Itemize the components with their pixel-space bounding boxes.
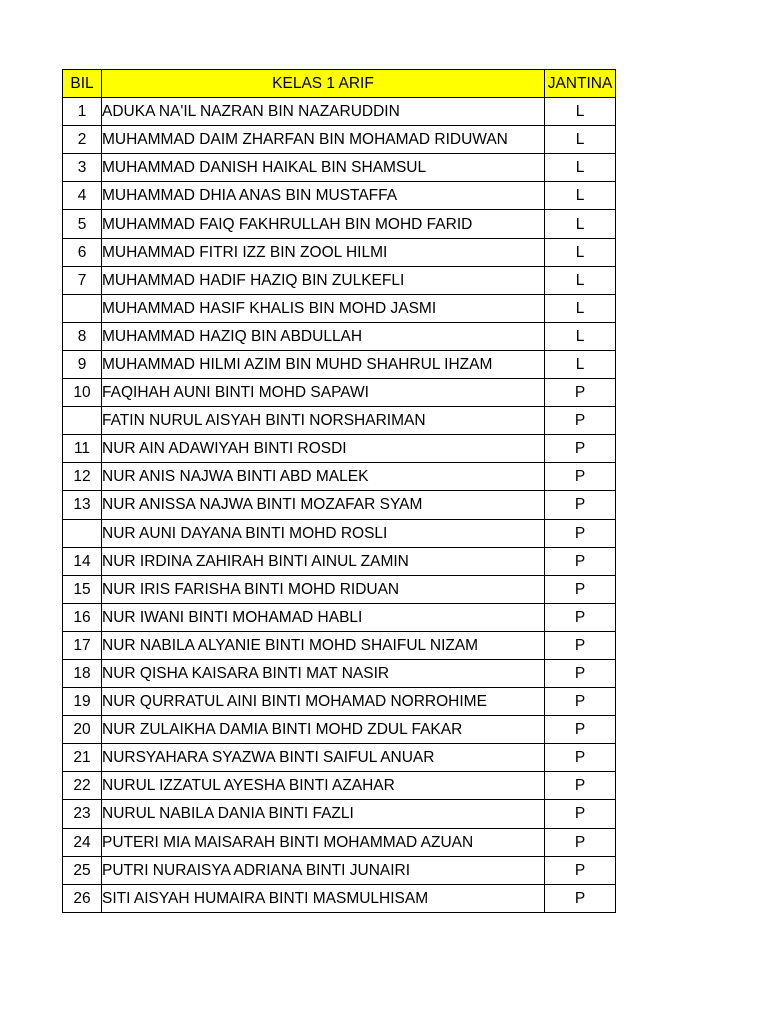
gender-cell: P	[545, 603, 616, 631]
header-jantina: JANTINA	[545, 70, 616, 98]
gender-cell: L	[545, 210, 616, 238]
student-name-cell: MUHAMMAD FITRI IZZ BIN ZOOL HILMI	[102, 238, 545, 266]
gender-cell: P	[545, 435, 616, 463]
row-number-cell	[63, 519, 102, 547]
row-number-cell: 10	[63, 379, 102, 407]
table-body	[63, 98, 616, 913]
table-row	[63, 322, 616, 350]
gender-cell: P	[545, 716, 616, 744]
student-name-cell: NUR IRDINA ZAHIRAH BINTI AINUL ZAMIN	[102, 547, 545, 575]
class-list-table	[62, 69, 616, 913]
table-row	[63, 407, 616, 435]
table-row	[63, 379, 616, 407]
table-row	[63, 828, 616, 856]
student-name-cell: NURUL NABILA DANIA BINTI FAZLI	[102, 800, 545, 828]
student-name-cell: NUR QISHA KAISARA BINTI MAT NASIR	[102, 659, 545, 687]
table-row	[63, 350, 616, 378]
row-number-cell: 5	[63, 210, 102, 238]
student-name-cell: FAQIHAH AUNI BINTI MOHD SAPAWI	[102, 379, 545, 407]
row-number-cell: 7	[63, 266, 102, 294]
table-row	[63, 463, 616, 491]
row-number-cell: 3	[63, 154, 102, 182]
header-bil: BIL	[63, 70, 102, 98]
gender-cell: P	[545, 379, 616, 407]
table-row	[63, 238, 616, 266]
gender-cell: P	[545, 772, 616, 800]
table-row	[63, 603, 616, 631]
table-row	[63, 519, 616, 547]
row-number-cell: 16	[63, 603, 102, 631]
student-name-cell: MUHAMMAD FAIQ FAKHRULLAH BIN MOHD FARID	[102, 210, 545, 238]
student-name-cell: NUR AIN ADAWIYAH BINTI ROSDI	[102, 435, 545, 463]
gender-cell: L	[545, 98, 616, 126]
table-row	[63, 266, 616, 294]
student-name-cell: SITI AISYAH HUMAIRA BINTI MASMULHISAM	[102, 884, 545, 912]
table-row	[63, 210, 616, 238]
gender-cell: P	[545, 828, 616, 856]
gender-cell: P	[545, 884, 616, 912]
student-name-cell: NUR IWANI BINTI MOHAMAD HABLI	[102, 603, 545, 631]
row-number-cell: 14	[63, 547, 102, 575]
row-number-cell: 26	[63, 884, 102, 912]
table-row	[63, 884, 616, 912]
row-number-cell: 12	[63, 463, 102, 491]
student-name-cell: NUR IRIS FARISHA BINTI MOHD RIDUAN	[102, 575, 545, 603]
row-number-cell: 25	[63, 856, 102, 884]
gender-cell: L	[545, 126, 616, 154]
student-name-cell: PUTERI MIA MAISARAH BINTI MOHAMMAD AZUAN	[102, 828, 545, 856]
row-number-cell: 8	[63, 322, 102, 350]
student-name-cell: NUR ZULAIKHA DAMIA BINTI MOHD ZDUL FAKAR	[102, 716, 545, 744]
gender-cell: P	[545, 800, 616, 828]
row-number-cell: 19	[63, 688, 102, 716]
student-name-cell: NURUL IZZATUL AYESHA BINTI AZAHAR	[102, 772, 545, 800]
student-name-cell: NURSYAHARA SYAZWA BINTI SAIFUL ANUAR	[102, 744, 545, 772]
student-name-cell: NUR ANIS NAJWA BINTI ABD MALEK	[102, 463, 545, 491]
gender-cell: P	[545, 547, 616, 575]
row-number-cell: 2	[63, 126, 102, 154]
student-name-cell: PUTRI NURAISYA ADRIANA BINTI JUNAIRI	[102, 856, 545, 884]
gender-cell: P	[545, 491, 616, 519]
table-row	[63, 659, 616, 687]
table-row	[63, 182, 616, 210]
row-number-cell: 4	[63, 182, 102, 210]
gender-cell: P	[545, 659, 616, 687]
table-row	[63, 491, 616, 519]
table-row	[63, 716, 616, 744]
row-number-cell: 17	[63, 631, 102, 659]
gender-cell: L	[545, 294, 616, 322]
gender-cell: P	[545, 688, 616, 716]
table-row	[63, 688, 616, 716]
gender-cell: L	[545, 154, 616, 182]
gender-cell: L	[545, 266, 616, 294]
table-row	[63, 575, 616, 603]
table-row	[63, 631, 616, 659]
student-name-cell: NUR ANISSA NAJWA BINTI MOZAFAR SYAM	[102, 491, 545, 519]
gender-cell: L	[545, 322, 616, 350]
row-number-cell: 23	[63, 800, 102, 828]
row-number-cell	[63, 294, 102, 322]
student-name-cell: NUR NABILA ALYANIE BINTI MOHD SHAIFUL NIZAM	[102, 631, 545, 659]
table-row	[63, 435, 616, 463]
student-name-cell: MUHAMMAD HAZIQ BIN ABDULLAH	[102, 322, 545, 350]
header-row	[63, 70, 616, 98]
gender-cell: P	[545, 631, 616, 659]
row-number-cell: 20	[63, 716, 102, 744]
gender-cell: P	[545, 856, 616, 884]
row-number-cell: 13	[63, 491, 102, 519]
gender-cell: P	[545, 519, 616, 547]
gender-cell: L	[545, 238, 616, 266]
table-row	[63, 744, 616, 772]
student-name-cell: MUHAMMAD DAIM ZHARFAN BIN MOHAMAD RIDUWAN	[102, 126, 545, 154]
row-number-cell: 15	[63, 575, 102, 603]
table-row	[63, 547, 616, 575]
row-number-cell: 24	[63, 828, 102, 856]
table-row	[63, 154, 616, 182]
student-name-cell: FATIN NURUL AISYAH BINTI NORSHARIMAN	[102, 407, 545, 435]
table-row	[63, 294, 616, 322]
student-name-cell: MUHAMMAD HADIF HAZIQ BIN ZULKEFLI	[102, 266, 545, 294]
row-number-cell: 1	[63, 98, 102, 126]
gender-cell: P	[545, 744, 616, 772]
student-name-cell: NUR QURRATUL AINI BINTI MOHAMAD NORROHIME	[102, 688, 545, 716]
row-number-cell: 21	[63, 744, 102, 772]
student-name-cell: MUHAMMAD DHIA ANAS BIN MUSTAFFA	[102, 182, 545, 210]
gender-cell: L	[545, 182, 616, 210]
student-name-cell: NUR AUNI DAYANA BINTI MOHD ROSLI	[102, 519, 545, 547]
student-name-cell: ADUKA NA'IL NAZRAN BIN NAZARUDDIN	[102, 98, 545, 126]
row-number-cell: 9	[63, 350, 102, 378]
student-name-cell: MUHAMMAD HASIF KHALIS BIN MOHD JASMI	[102, 294, 545, 322]
header-class-name: KELAS 1 ARIF	[102, 70, 545, 98]
student-name-cell: MUHAMMAD HILMI AZIM BIN MUHD SHAHRUL IHZAM	[102, 350, 545, 378]
table-row	[63, 98, 616, 126]
row-number-cell: 11	[63, 435, 102, 463]
table-row	[63, 800, 616, 828]
gender-cell: P	[545, 407, 616, 435]
student-name-cell: MUHAMMAD DANISH HAIKAL BIN SHAMSUL	[102, 154, 545, 182]
table-row	[63, 126, 616, 154]
gender-cell: P	[545, 463, 616, 491]
row-number-cell: 18	[63, 659, 102, 687]
gender-cell: P	[545, 575, 616, 603]
gender-cell: L	[545, 350, 616, 378]
table-row	[63, 772, 616, 800]
table-row	[63, 856, 616, 884]
row-number-cell: 6	[63, 238, 102, 266]
row-number-cell	[63, 407, 102, 435]
row-number-cell: 22	[63, 772, 102, 800]
